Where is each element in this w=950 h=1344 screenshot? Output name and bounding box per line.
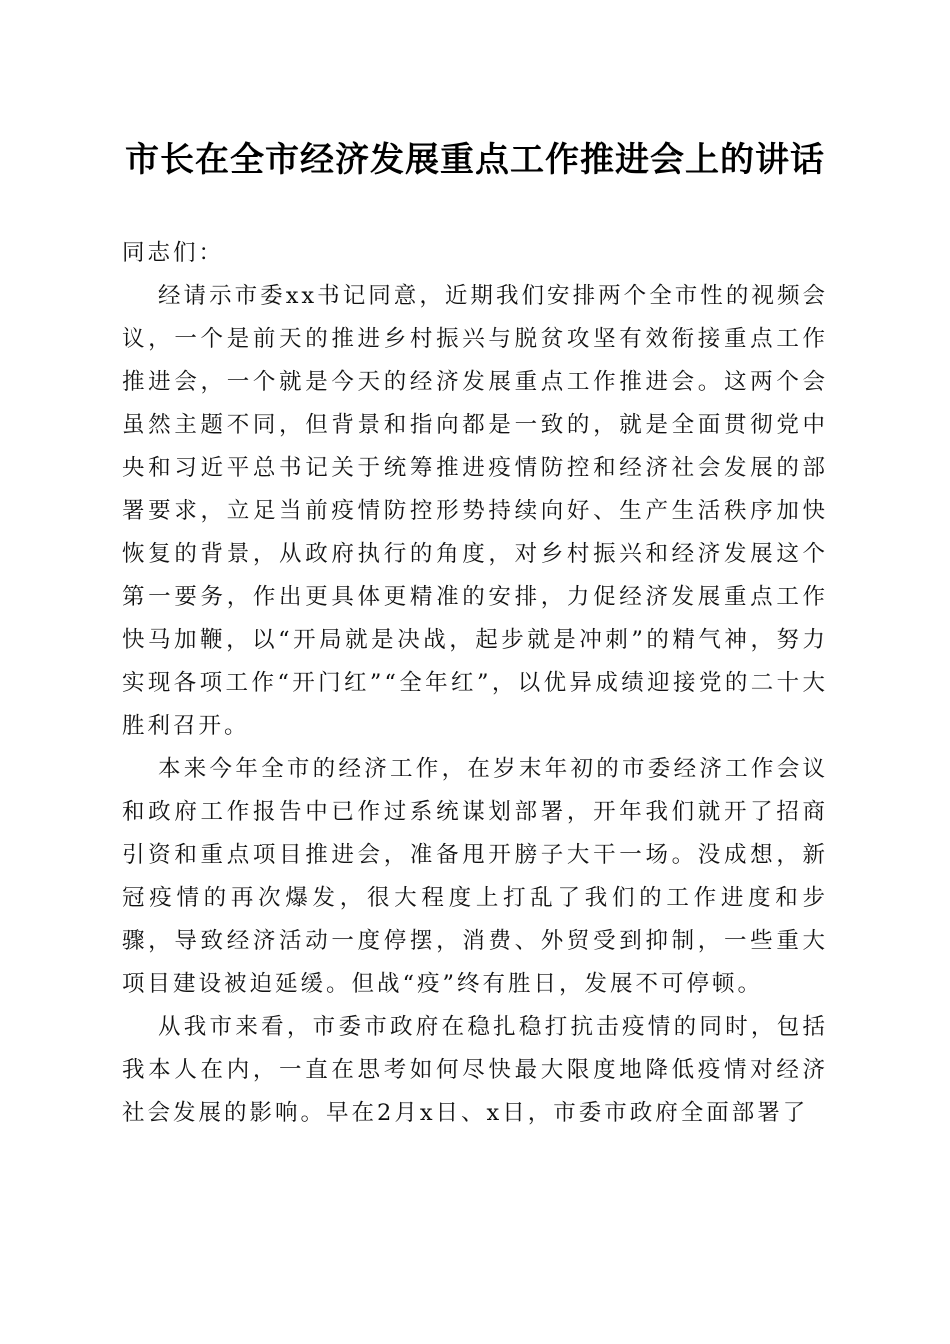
paragraph-1: 经请示市委xx书记同意，近期我们安排两个全市性的视频会议，一个是前天的推进乡村振兴与脱贫攻坚有效衔接重点工作推进会，一个就是今天的经济发展重点工作推进会。这两个会虽然主题不同，但背景和指向都是一致的，就是全面贯彻党中央和习近平总书记关于统筹推进疫情防控和经济社会发展的部署要求，立足当前疫情防控形势持续向好、生产生活秩序加快恢复的背景，从政府执行的角度，对乡村振兴和经济发展这个第一要务，作出更具体更精准的安排，力促经济发展重点工作快马加鞭，以“开局就是决战，起步就是冲刺”的精气神，努力实现各项工作“开门红”“全年红”，以优异成绩迎接党的二十大胜利召开。: [122, 283, 828, 739]
salutation: 同志们：: [122, 240, 225, 266]
paragraph-3: 从我市来看，市委市政府在稳扎稳打抗击疫情的同时，包括我本人在内，一直在思考如何尽快最大限度地降低疫情对经济社会发展的影响。早在2月x日、x日，市委市政府全面部署了: [122, 1014, 828, 1126]
document-title: 市长在全市经济发展重点工作推进会上的讲话: [125, 140, 825, 180]
document-body: [122, 232, 828, 1135]
paragraph-2: 本来今年全市的经济工作，在岁末年初的市委经济工作会议和政府工作报告中已作过系统谋划部署，开年我们就开了招商引资和重点项目推进会，准备甩开膀子大干一场。没成想，新冠疫情的再次爆发，很大程度上打乱了我们的工作进度和步骤，导致经济活动一度停摆，消费、外贸受到抑制，一些重大项目建设被迫延缓。但战“疫”终有胜日，发展不可停顿。: [122, 756, 828, 997]
